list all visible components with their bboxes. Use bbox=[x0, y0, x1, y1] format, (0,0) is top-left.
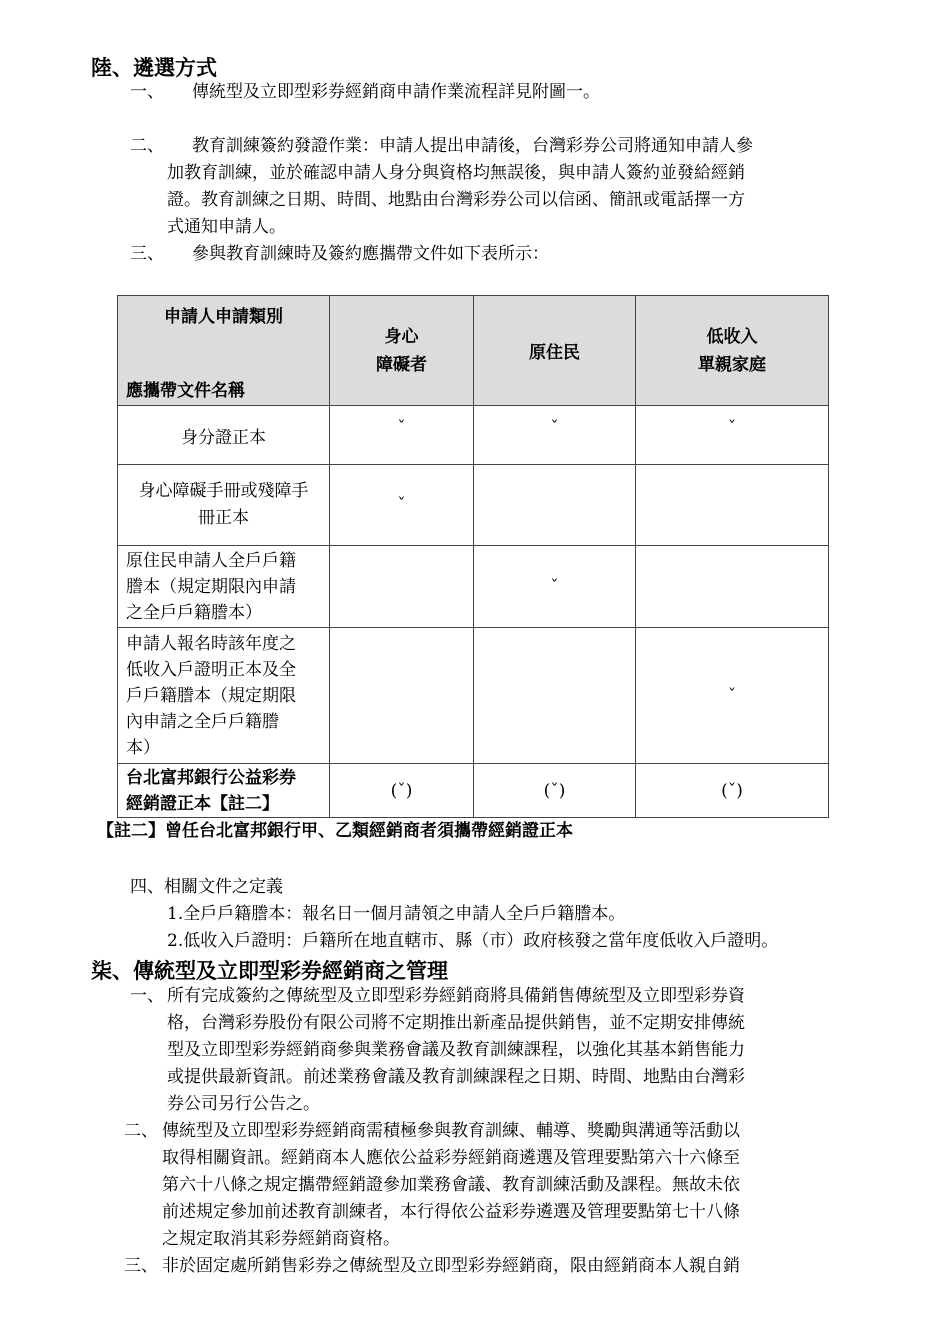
header-disability bbox=[330, 296, 474, 406]
section6-item3-num: 三、 bbox=[130, 244, 164, 264]
doc-name bbox=[118, 764, 330, 818]
doc-name-line: 冊正本 bbox=[198, 508, 249, 528]
section7-item1-line2: 格，台灣彩券股份有限公司將不定期推出新產品提供銷售，並不定期安排傳統 bbox=[167, 1013, 745, 1033]
section7-item2-line3: 第六十八條之規定攜帶經銷證參加業務會議、教育訓練活動及課程。無故未依 bbox=[162, 1175, 740, 1195]
table-header-row bbox=[118, 296, 829, 406]
section7-item1-line1: 所有完成簽約之傳統型及立即型彩券經銷商將具備銷售傳統型及立即型彩券資 bbox=[167, 986, 745, 1006]
check-cell bbox=[474, 628, 636, 764]
doc-name bbox=[118, 628, 330, 764]
check-cell: ˇ bbox=[330, 406, 474, 465]
check-cell: (ˇ) bbox=[330, 764, 474, 818]
doc-name bbox=[118, 465, 330, 546]
header-indigenous: 原住民 bbox=[474, 296, 636, 406]
check-cell: ˇ bbox=[636, 406, 829, 465]
section7-title: 柒、傳統型及立即型彩券經銷商之管理 bbox=[91, 958, 448, 983]
check-cell bbox=[636, 546, 829, 628]
section7-item1-line5: 券公司另行公告之。 bbox=[167, 1094, 320, 1114]
note2: 【註二】曾任台北富邦銀行甲、乙類經銷商者須攜帶經銷證正本 bbox=[97, 821, 573, 841]
table-row bbox=[118, 406, 829, 465]
section6-item2-num: 二、 bbox=[130, 136, 164, 156]
table-row bbox=[118, 628, 829, 764]
doc-name-line: 之全戶戶籍謄本） bbox=[126, 602, 262, 623]
check-cell bbox=[330, 546, 474, 628]
check-cell: ˇ bbox=[636, 628, 829, 764]
section7-item3-line1: 非於固定處所銷售彩券之傳統型及立即型彩券經銷商，限由經銷商本人親自銷 bbox=[162, 1256, 740, 1276]
doc-name-line: 台北富邦銀行公益彩券 bbox=[126, 767, 296, 788]
section7-item2-line5: 之規定取消其彩券經銷商資格。 bbox=[162, 1229, 400, 1249]
header-low-income bbox=[636, 296, 829, 406]
table-row bbox=[118, 465, 829, 546]
header-document-label: 應攜帶文件名稱 bbox=[126, 381, 245, 401]
doc-name-line: 原住民申請人全戶戶籍 bbox=[126, 550, 296, 571]
header-disability-line1: 身心 bbox=[384, 326, 419, 347]
section6-item3-text: 參與教育訓練時及簽約應攜帶文件如下表所示： bbox=[192, 244, 549, 264]
section6-item1-num: 一、 bbox=[130, 82, 164, 102]
check-cell bbox=[474, 465, 636, 546]
check-cell: ˇ bbox=[474, 406, 636, 465]
doc-name: 身分證正本 bbox=[118, 406, 330, 465]
check-cell bbox=[636, 465, 829, 546]
section7-item2-line1: 傳統型及立即型彩券經銷商需積極參與教育訓練、輔導、獎勵與溝通等活動以 bbox=[162, 1121, 740, 1141]
doc-name-line: 低收入戶證明正本及全 bbox=[126, 659, 296, 680]
doc-name-line: 申請人報名時該年度之 bbox=[126, 633, 296, 654]
table-row bbox=[118, 764, 829, 818]
item4-def1: 1.全戶戶籍謄本：報名日一個月請領之申請人全戶戶籍謄本。 bbox=[167, 904, 626, 924]
section7-item2-line4: 前述規定參加前述教育訓練者，本行得依公益彩券遴選及管理要點第七十八條 bbox=[162, 1202, 740, 1222]
section7-item2-line2: 取得相關資訊。經銷商本人應依公益彩券經銷商遴選及管理要點第六十六條至 bbox=[162, 1148, 740, 1168]
doc-name-line: 經銷證正本【註二】 bbox=[126, 793, 279, 814]
check-cell: ˇ bbox=[474, 546, 636, 628]
check-cell bbox=[330, 628, 474, 764]
check-cell: (ˇ) bbox=[636, 764, 829, 818]
section7-item3-num: 三、 bbox=[124, 1256, 158, 1276]
section6-item2-line4: 式通知申請人。 bbox=[167, 217, 286, 237]
section6-item2-line2: 加教育訓練，並於確認申請人身分與資格均無誤後，與申請人簽約並發給經銷 bbox=[167, 163, 745, 183]
header-category-label: 申請人申請類別 bbox=[164, 307, 283, 327]
header-low-income-line2: 單親家庭 bbox=[698, 354, 766, 375]
doc-name-line: 戶戶籍謄本（規定期限 bbox=[126, 685, 296, 706]
doc-name-line: 內申請之全戶戶籍謄 bbox=[126, 711, 279, 732]
section7-item2-num: 二、 bbox=[124, 1121, 158, 1141]
header-low-income-line1: 低收入 bbox=[706, 326, 758, 347]
header-diagonal-cell bbox=[118, 296, 330, 406]
doc-name-line: 謄本（規定期限內申請 bbox=[126, 576, 296, 597]
doc-name bbox=[118, 546, 330, 628]
section7-item1-line3: 型及立即型彩券經銷商參與業務會議及教育訓練課程，以強化其基本銷售能力 bbox=[167, 1040, 745, 1060]
check-cell: (ˇ) bbox=[474, 764, 636, 818]
header-disability-line2: 障礙者 bbox=[376, 354, 427, 375]
section6-title: 陸、遴選方式 bbox=[91, 55, 217, 80]
documents-table bbox=[117, 295, 829, 818]
item4-title: 四、相關文件之定義 bbox=[130, 877, 283, 897]
table-row bbox=[118, 546, 829, 628]
item4-def2: 2.低收入戶證明：戶籍所在地直轄市、縣（市）政府核發之當年度低收入戶證明。 bbox=[167, 931, 779, 951]
doc-name-line: 本） bbox=[126, 737, 160, 758]
doc-name-line: 身心障礙手冊或殘障手 bbox=[138, 481, 309, 501]
check-cell: ˇ bbox=[330, 465, 474, 546]
section6-item2-line3: 證。教育訓練之日期、時間、地點由台灣彩券公司以信函、簡訊或電話擇一方 bbox=[167, 190, 745, 210]
section6-item1-text: 傳統型及立即型彩券經銷商申請作業流程詳見附圖一。 bbox=[192, 82, 600, 102]
section7-item1-num: 一、 bbox=[130, 986, 164, 1006]
section7-item1-line4: 或提供最新資訊。前述業務會議及教育訓練課程之日期、時間、地點由台灣彩 bbox=[167, 1067, 745, 1087]
section6-item2-line1: 教育訓練簽約發證作業：申請人提出申請後，台灣彩券公司將通知申請人參 bbox=[192, 136, 753, 156]
